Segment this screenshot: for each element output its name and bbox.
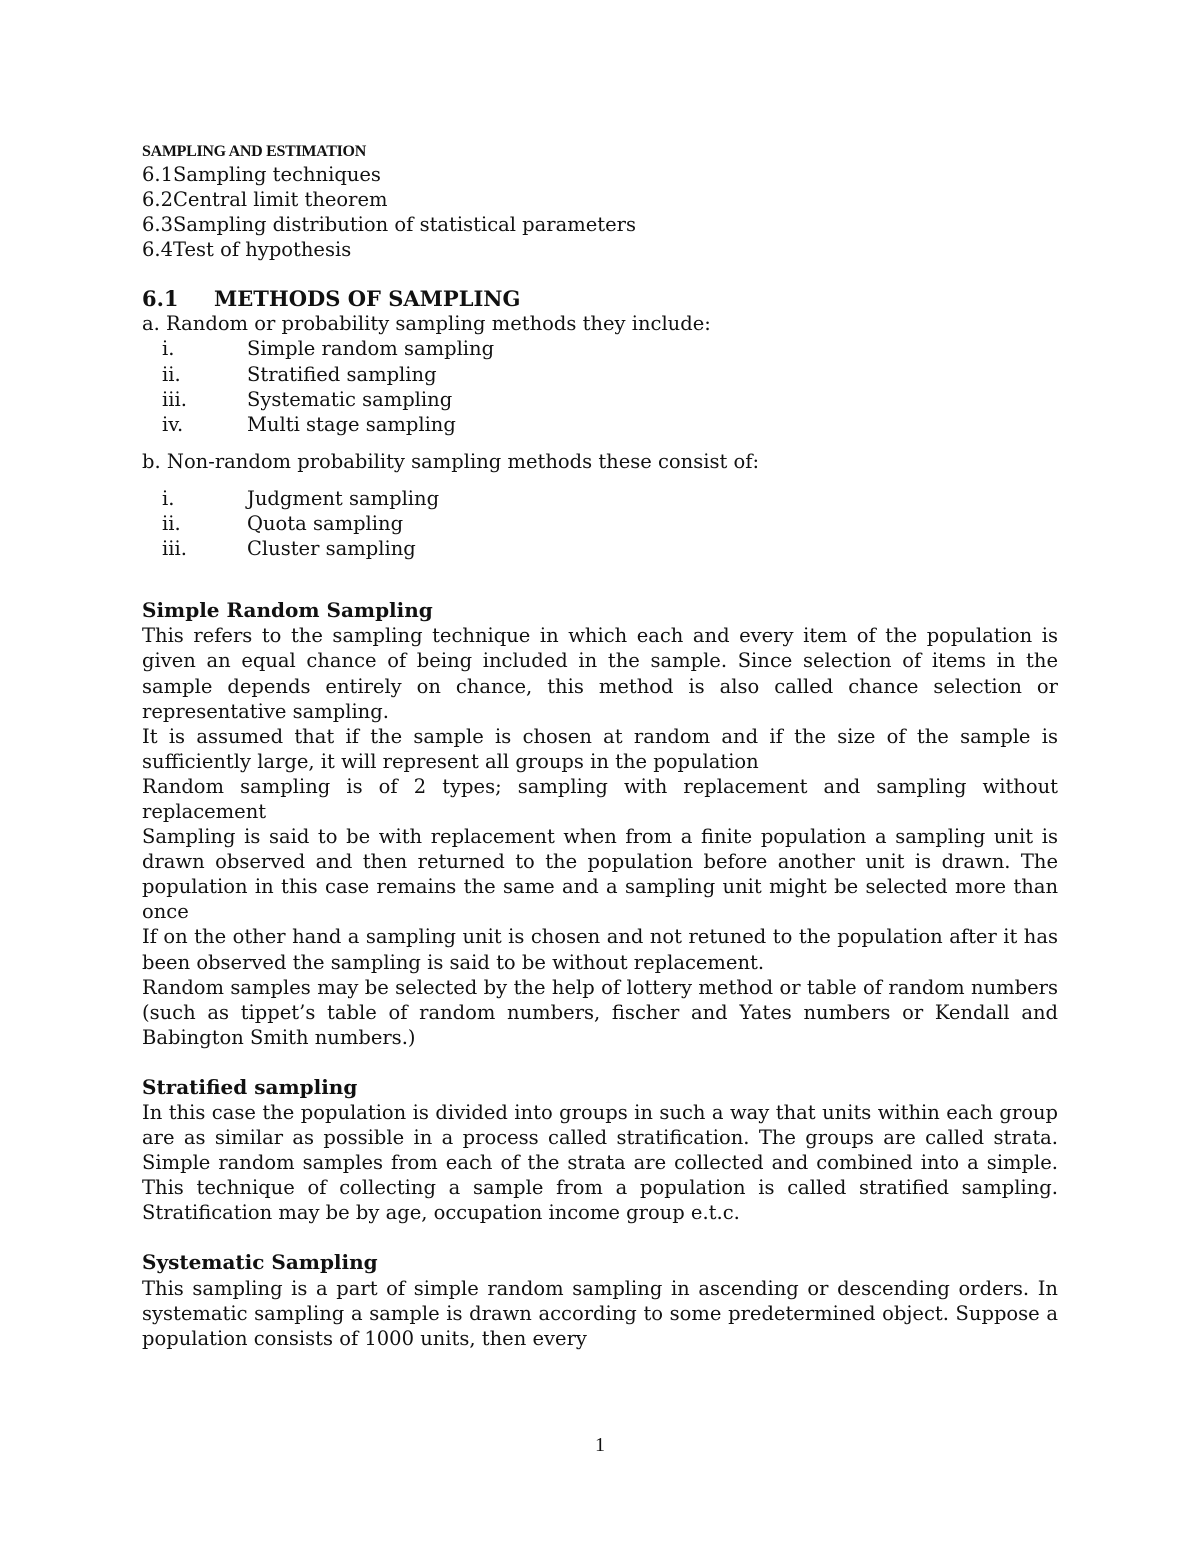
srs-paragraph: Sampling is said to be with replacement when from a finite population a sampling unit is drawn observed and then returned to the population before another unit is drawn. The population in this case remains the same and a sampling unit might be selected more than once <box>142 825 1058 924</box>
list-item: ii. Quota sampling <box>162 512 404 536</box>
srs-paragraph: Random sampling is of 2 types; sampling with replacement and sampling without replacement <box>142 774 1058 823</box>
list-item: iv. Multi stage sampling <box>162 412 456 436</box>
section-heading <box>142 286 1058 311</box>
srs-paragraph: Random samples may be selected by the help of lottery method or table of random numbers (such as tippet’s table of random numbers, fischer and Yates numbers or Kendall and Babington Smith numbers.) <box>142 975 1058 1049</box>
toc-item: 6.3Sampling distribution of statistical parameters <box>142 213 636 237</box>
section-title: METHODS OF SAMPLING <box>214 286 521 312</box>
stratified-heading: Stratified sampling <box>142 1074 358 1099</box>
list-item: iii. Cluster sampling <box>162 537 416 561</box>
stratified-paragraph: In this case the population is divided into groups in such a way that units within each group are as similar as possible in a process called stratification. The groups are called strata. Simple random samples from each of the strata are collected and combined into a simple. This technique of collecting a sample from a population is called stratified sampling. Stratification may be by age, occupation income group e.t.c. <box>142 1101 1058 1225</box>
document-page <box>142 142 1058 1351</box>
section-number: 6.1 <box>142 286 179 312</box>
toc-item: 6.1Sampling techniques <box>142 163 381 186</box>
list-item: ii. Stratified sampling <box>162 362 437 386</box>
srs-paragraph: This refers to the sampling technique in which each and every item of the population is given an equal chance of being included in the sample. Since selection of items in the sample depends entirely on chance, this method is also called chance selection or representative sampling. <box>142 624 1058 723</box>
srs-heading: Simple Random Sampling <box>142 598 433 623</box>
systematic-heading: Systematic Sampling <box>142 1250 378 1275</box>
list-item: iii. Systematic sampling <box>162 387 453 411</box>
srs-paragraph: It is assumed that if the sample is chosen at random and if the size of the sample is sufficiently large, it will represent all groups in the population <box>142 724 1058 773</box>
page-number: 1 <box>595 1434 605 1456</box>
random-methods-intro: a. Random or probability sampling methods they include: <box>142 312 711 336</box>
random-methods-list <box>142 336 1058 436</box>
nonrandom-methods-list <box>142 486 1058 561</box>
list-item: i. Judgment sampling <box>162 486 440 510</box>
nonrandom-methods-intro: b. Non-random probability sampling methods these consist of: <box>142 449 760 473</box>
document-title: SAMPLING AND ESTIMATION <box>142 143 366 160</box>
toc-item: 6.4Test of hypothesis <box>142 238 352 262</box>
list-item: i. Simple random sampling <box>162 337 495 361</box>
toc-item: 6.2Central limit theorem <box>142 188 388 212</box>
systematic-paragraph: This sampling is a part of simple random sampling in ascending or descending orders. In systematic sampling a sample is drawn according to some predetermined object. Suppose a population consists of 1000 units, then every <box>142 1276 1058 1350</box>
srs-paragraph: If on the other hand a sampling unit is chosen and not retuned to the population after it has been observed the sampling is said to be without replacement. <box>142 925 1058 974</box>
